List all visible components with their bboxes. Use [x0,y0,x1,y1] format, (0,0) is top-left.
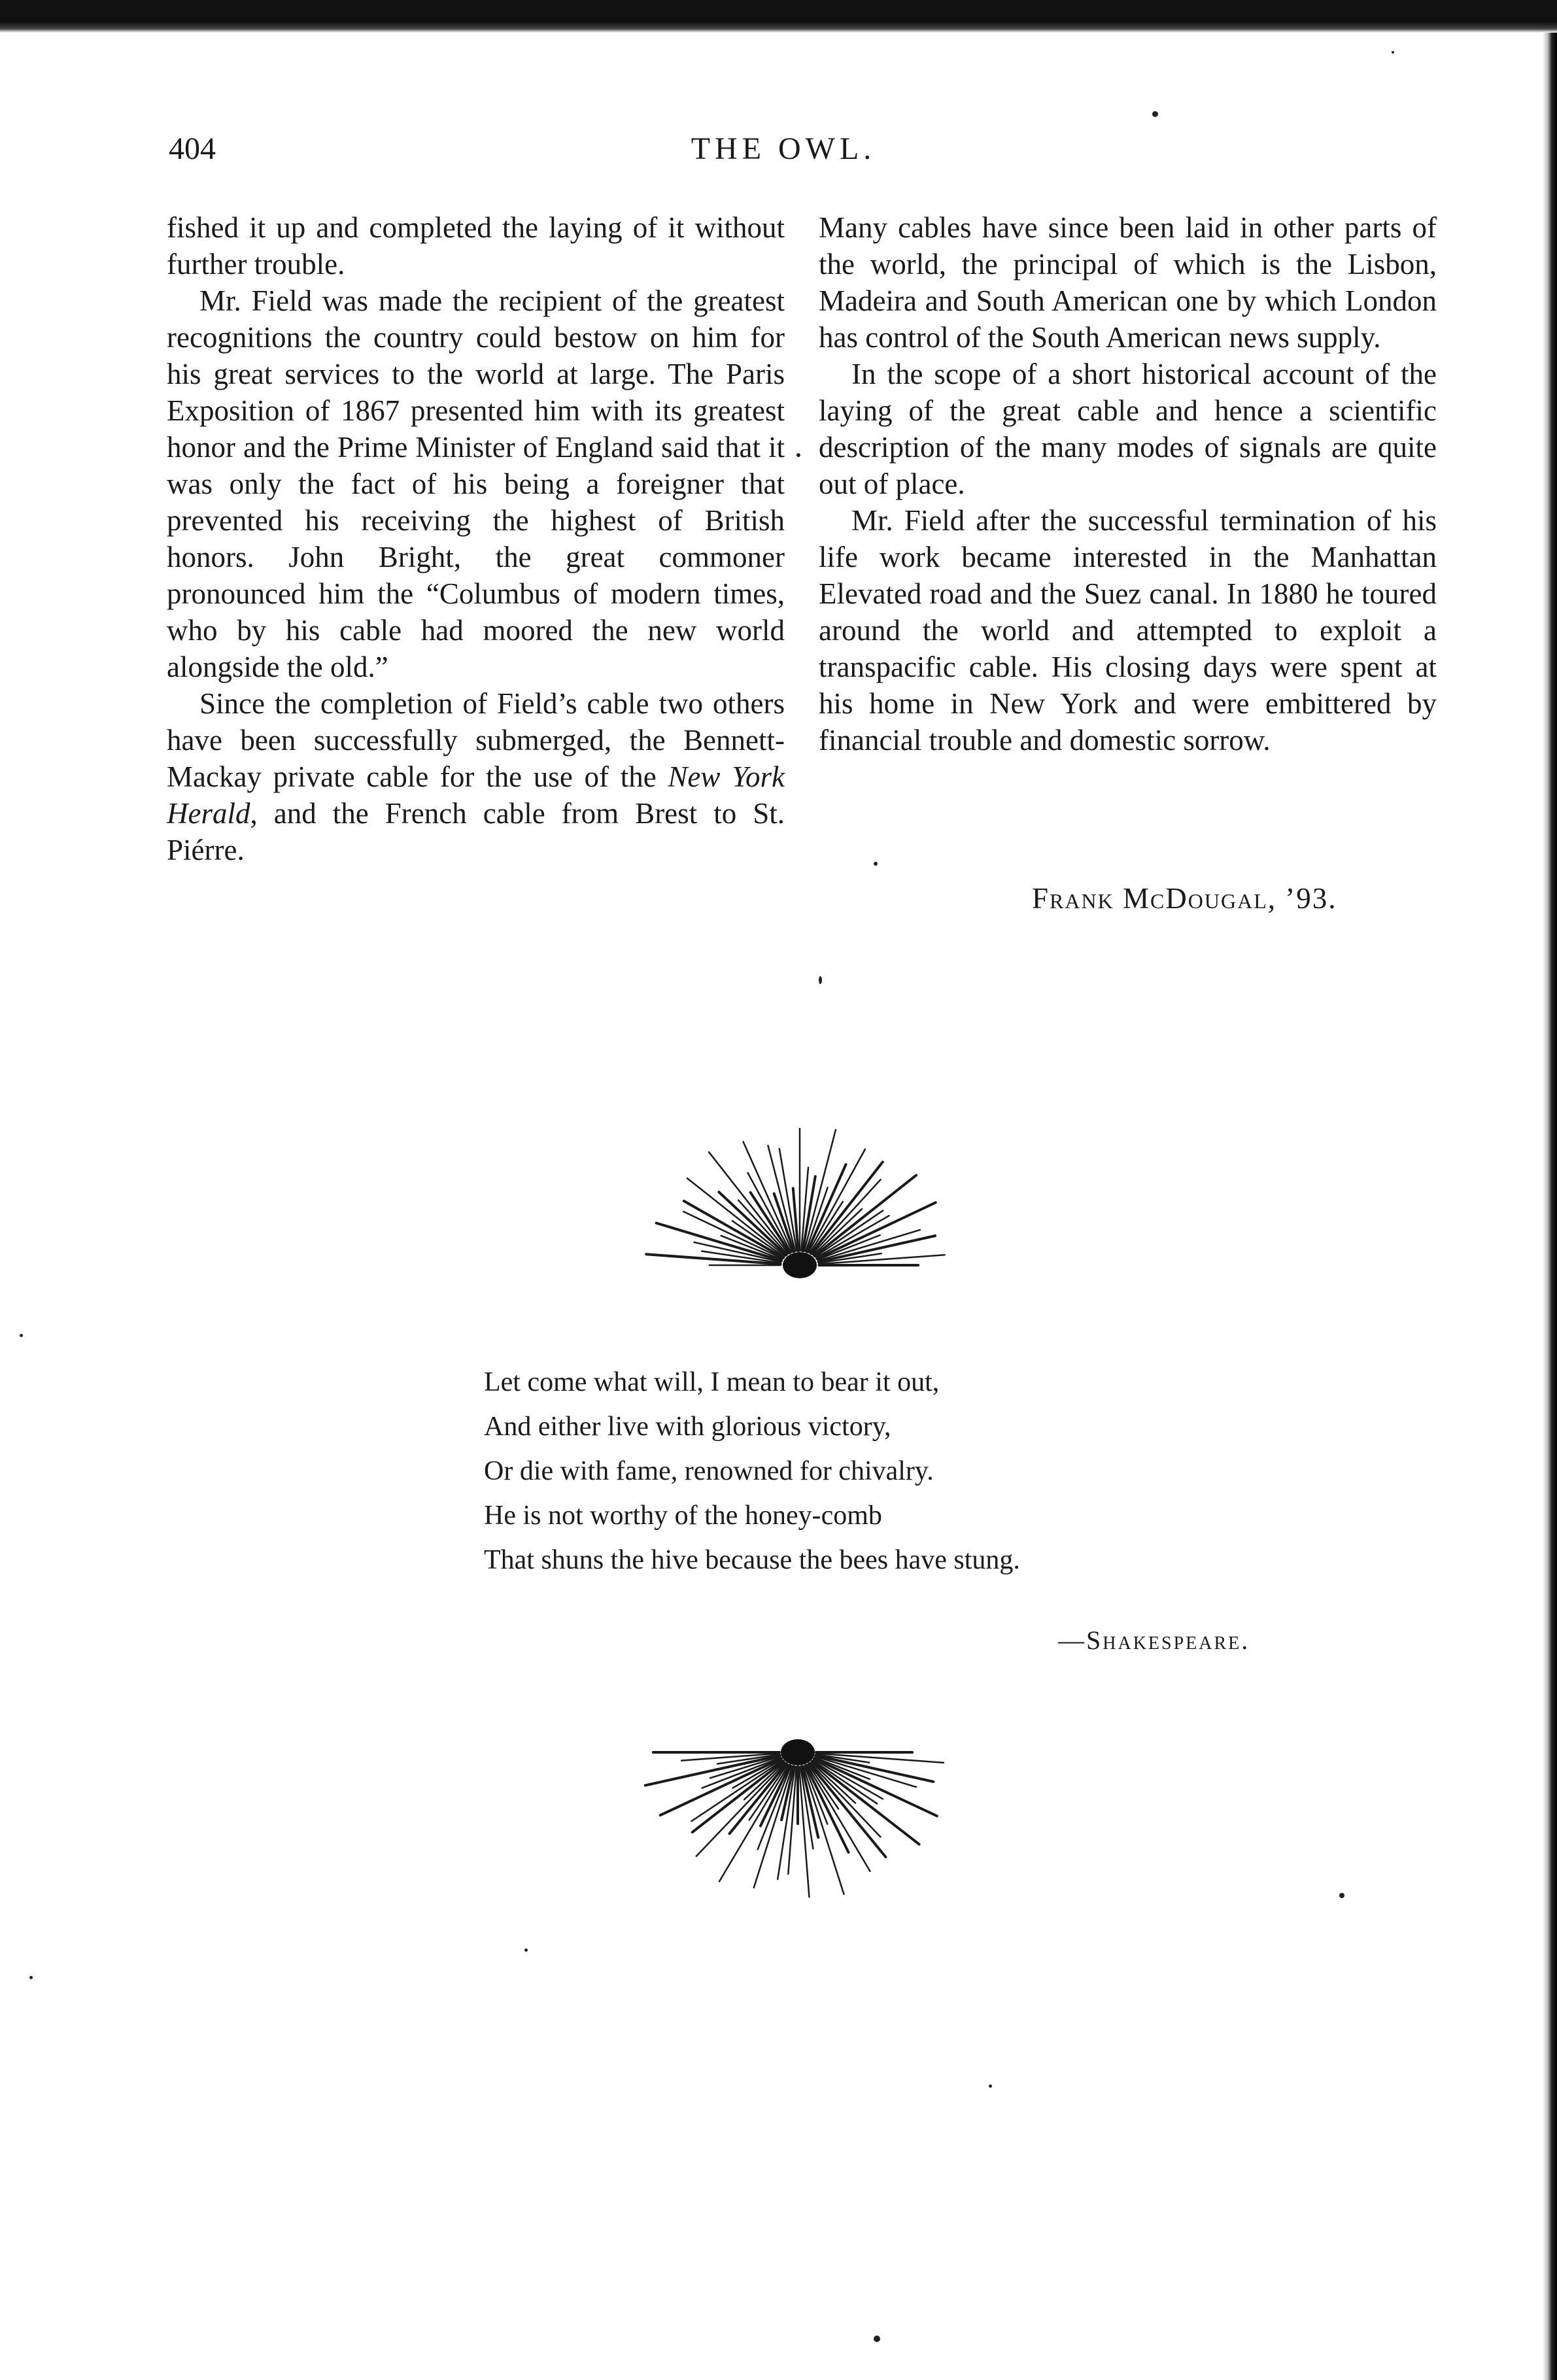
poem [484,1360,1020,1582]
print-speck [1339,1893,1344,1898]
left-column [167,209,785,868]
paragraph: Mr. Field after the successful termination of his life work became interested in the Manhattan Elevated road and the Suez canal. In 1880 he toured around the world and attempted to exploit a transpacific cable. His closing days were spent at his home in New York and were embittered by financial trouble and domestic sorrow. [819,504,1437,756]
author-signature: Frank McDougal, ’93. [1032,882,1337,915]
paragraph-text: Since the completion of Field’s cable two others have been successfully submerged, the Bennett-Mackay private cable for the use of the [167,687,785,793]
poem-attribution: —Shakespeare. [1058,1625,1250,1655]
print-speck [524,1948,528,1952]
print-speck [20,1334,23,1337]
ornament-center [781,1739,815,1765]
journal-title: THE OWL. [691,131,876,166]
right-column [819,209,1437,758]
poem-line: Or die with fame, renowned for chivalry. [484,1456,934,1486]
poem-line: That shuns the hive because the bees have stung. [484,1545,1020,1575]
print-speck [796,453,800,457]
print-speck [874,862,878,866]
print-speck [1392,51,1394,54]
sunrise-ornament [640,1112,960,1282]
poem-line: He is not worthy of the honey-comb [484,1501,882,1531]
print-speck [874,2336,880,2342]
paragraph [167,685,785,868]
paragraph-text: , and the French cable from Brest to St. Piérre. [167,797,785,866]
poem-line: Let come what will, I mean to bear it out, [484,1367,940,1397]
paragraph: Many cables have since been laid in other parts of the world, the principal of which is the Lisbon, Madeira and South American one by which London has control of the South American news supply. [819,211,1437,354]
poem-line: And either live with glorious victory, [484,1412,891,1442]
print-speck [819,976,822,984]
paragraph: fished it up and completed the laying of it without further trouble. [167,211,785,280]
print-speck [989,2084,992,2088]
ornament-center [783,1252,817,1278]
paragraph: Mr. Field was made the recipient of the greatest recognitions the country could bestow on him for his great services to the world at large. The Paris Exposition of 1867 presented him with its greatest honor and the Prime Minister of England said that it was only the fact of his being a foreigner that prevented his receiving the highest of British honors. John Bright, the great commoner pronounced him the “Columbus of modern times, who by his cable had moored the new world alongside the old.” [167,284,785,683]
scan-right-edge [1543,33,1557,2380]
running-head [169,131,1398,183]
newspaper-title: New York Herald [167,760,785,830]
paragraph: In the scope of a short historical account of the laying of the great cable and hence a scientific description of the many modes of signals are quite out of place. [819,358,1437,500]
print-speck [29,1976,33,1979]
page-number: 404 [169,131,216,166]
scan-top-edge [0,0,1557,33]
sunburst-ornament [641,1729,955,1919]
ornament-ray [744,1142,793,1252]
print-speck [1152,111,1158,117]
